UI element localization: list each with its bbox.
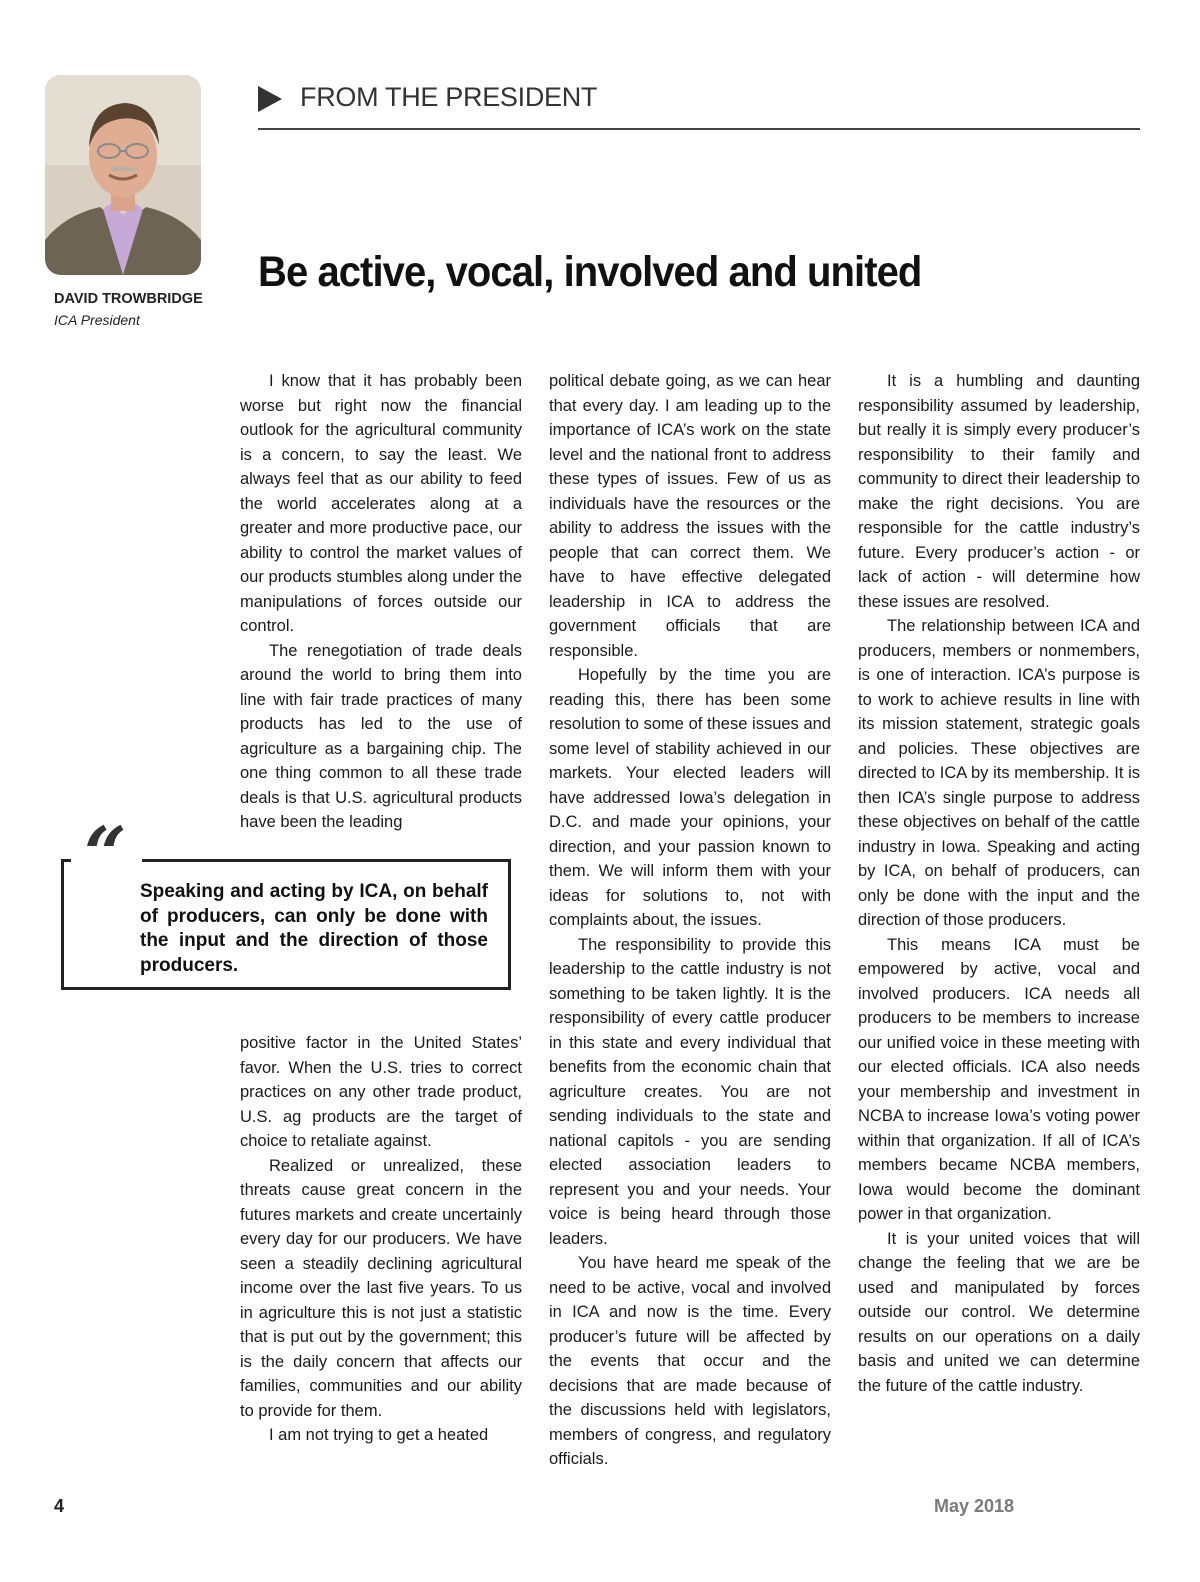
column-1-bottom: [240, 1031, 522, 1448]
paragraph: positive factor in the United States’ favor. When the U.S. tries to correct practices on any other trade product, U.S. ag products are the target of choice to retaliate against.: [240, 1034, 522, 1150]
section-header: [258, 80, 1140, 130]
paragraph: Realized or unrealized, these threats cause great concern in the futures markets and create uncertainly every day for our producers. We have seen a steadily declining agricultural income over the last five years. To us in agriculture this is not just a statistic that is put out by the government; this is the daily concern that affects our families, communities and our ability to provide for them.: [240, 1156, 522, 1420]
paragraph: political debate going, as we can hear that every day. I am leading up to the importance of ICA’s work on the state level and the national front to address these types of issues. Few of us as individuals have the resources or the ability to address the issues with the people that can correct them. We have to have effective delegated leadership in ICA to address the government officials that are responsible.: [549, 372, 831, 660]
pull-quote: [58, 812, 510, 994]
quote-mark-icon: “: [84, 812, 127, 898]
author-name: DAVID TROWBRIDGE: [54, 291, 203, 307]
paragraph: Hopefully by the time you are reading this, there has been some resolution to some of these issues and some level of stability achieved in our markets. Your elected leaders will have addressed Iowa’s delegation in D.C. and made your opinions, your direction, and your passion known to them. We will inform them with your ideas for solutions to, not with complaints about, the issues.: [549, 666, 831, 929]
paragraph: The responsibility to provide this leadership to the cattle industry is not something to be taken lightly. It is the responsibility of every cattle producer in this state and every individual that benefits from the economic chain that agriculture creates. You are not sending individuals to the state and national capitols - you are sending elected association leaders to represent you and your needs. Your voice is being heard through those leaders.: [549, 935, 831, 1248]
paragraph: It is a humbling and daunting responsibility assumed by leadership, but really it is simply every producer’s responsibility to their family and community to direct their leadership to make the right decisions. You are responsible for the cattle industry’s future. Every producer’s action - or lack of action - will determine how these issues are resolved.: [858, 372, 1140, 611]
pull-quote-rule: [142, 859, 508, 862]
author-block: [54, 289, 204, 331]
triangle-arrow-icon: [258, 86, 282, 112]
paragraph: You have heard me speak of the need to be active, vocal and involved in ICA and now is the time. Every producer’s future will be affected by the events that occur and the decisions that are made because of the discussions held with legislators, members of congress, and regulatory officials.: [549, 1254, 831, 1468]
paragraph: The renegotiation of trade deals around the world to bring them into line with fair trade practices of many products has led to the use of agriculture as a bargaining chip. The one thing common to all these trade deals is that U.S. agricultural products have been the leading: [240, 641, 522, 831]
pull-quote-rule: [61, 859, 71, 862]
column-2: [549, 369, 831, 1472]
page-number: 4: [54, 1496, 65, 1516]
article-title: Be active, vocal, involved and united: [258, 248, 922, 296]
paragraph: The relationship between ICA and producers, members or nonmembers, is one of interaction. ICA’s purpose is to work to achieve results in line with its mission statement, strategic goals and policies. These objectives are directed to ICA by its membership. It is then ICA’s single purpose to address these objectives on behalf of the cattle industry in Iowa. Speaking and acting by ICA, on behalf of producers, can only be done with the input and the direction of those producers.: [858, 617, 1140, 929]
paragraph: I am not trying to get a heated: [269, 1426, 489, 1444]
author-role: ICA President: [54, 312, 140, 328]
paragraph: It is your united voices that will change the feeling that we are be used and manipulated by forces outside our control. We determine results on our operations on a daily basis and united we can determine the future of the cattle industry.: [858, 1229, 1140, 1395]
section-label: FROM THE PRESIDENT: [300, 82, 598, 112]
paragraph: I know that it has probably been worse but right now the financial outlook for the agricultural community is a concern, to say the least. We always feel that as our ability to feed the world accelerates along at a greater and more productive pace, our ability to control the market values of our products stumbles along under the manipulations of forces outside our control.: [240, 372, 522, 635]
column-1-top: [240, 369, 522, 835]
column-3: [858, 369, 1140, 1398]
author-photo: [45, 75, 201, 275]
issue-date: May 2018: [934, 1496, 1015, 1516]
paragraph: This means ICA must be empowered by active, vocal and involved producers. ICA needs all producers to be members to increase our unified voice in these meeting with our elected officials. ICA also needs your membership and investment in NCBA to increase Iowa’s voting power within that organization. If all of ICA’s members became NCBA members, Iowa would become the dominant power in that organization.: [858, 935, 1140, 1223]
pull-quote-text: Speaking and acting by ICA, on behalf of producers, can only be done with the input and the direction of those producers.: [140, 881, 488, 976]
